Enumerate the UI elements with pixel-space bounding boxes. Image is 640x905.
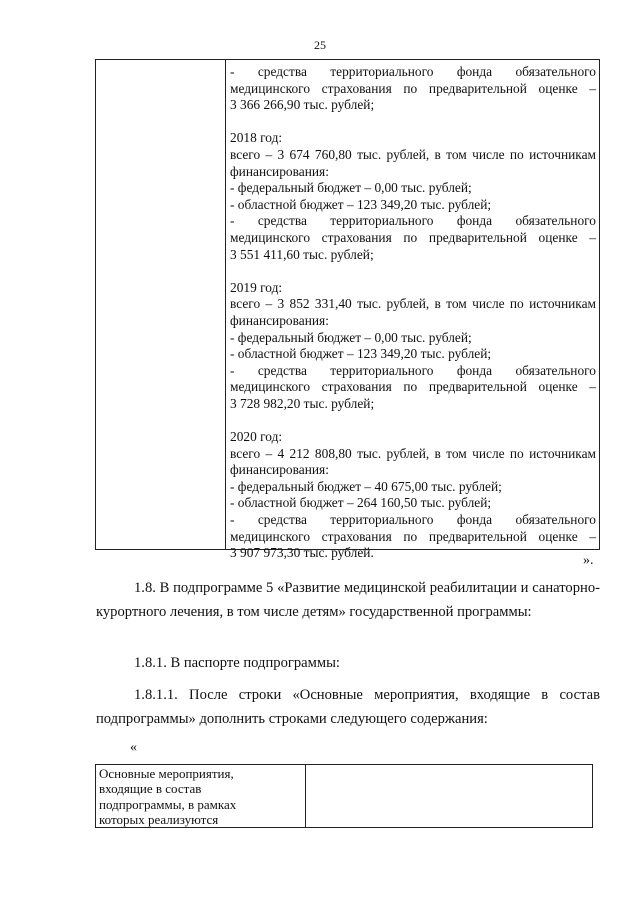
text-line: финансирования:: [230, 462, 329, 478]
text-line: - федеральный бюджет – 0,00 тыс. рублей;: [230, 329, 472, 345]
text-line: медицинского страхования по предварительной оценке –: [230, 229, 596, 245]
text-line: 3 907 973,30 тыс. рублей.: [230, 545, 374, 561]
text-line: - средства территориального фонда обязательного: [230, 64, 596, 79]
text-line: - средства территориального фонда обязательного: [230, 362, 596, 378]
paragraph-1-8-1: 1.8.1. В паспорте подпрограммы:: [134, 655, 340, 671]
table-column-divider: [305, 765, 306, 827]
funding-table: [95, 59, 600, 561]
year-heading: 2020 год:: [230, 429, 283, 445]
year-heading: 2018 год:: [230, 130, 283, 146]
text-line: всего – 4 212 808,80 тыс. рублей, в том числе по источникам: [230, 445, 596, 461]
text-line: 3 728 982,20 тыс. рублей;: [230, 395, 375, 411]
text-line: - федеральный бюджет – 0,00 тыс. рублей;: [230, 180, 472, 196]
funding-table-right-cell: [230, 64, 596, 562]
page-number: 25: [314, 38, 326, 52]
table-column-divider: [225, 60, 226, 549]
text-line: всего – 3 852 331,40 тыс. рублей, в том числе по источникам: [230, 296, 596, 312]
funding-block-2017-tail: [230, 64, 596, 114]
activities-table-left-cell: [99, 766, 304, 828]
text-line: медицинского страхования по предварительной оценке –: [230, 80, 596, 96]
closing-quote: ».: [583, 553, 594, 568]
funding-block-2018: [230, 130, 596, 263]
paragraph-1-8-1-1: 1.8.1.1. После строки «Основные мероприятия, входящие в состав подпрограммы» дополнить строками следующего содержания:: [96, 687, 600, 727]
text-line: 3 551 411,60 тыс. рублей;: [230, 246, 374, 262]
activities-table: [95, 764, 593, 828]
text-line: - средства территориального фонда обязательного: [230, 512, 596, 528]
funding-block-2019: [230, 280, 596, 413]
year-heading: 2019 год:: [230, 279, 283, 295]
text-line: которых реализуются: [99, 812, 219, 828]
paragraph-1-8: 1.8. В подпрограмме 5 «Развитие медицинской реабилитации и санаторно-курортного лечения, в том числе детям» государственной программы:: [96, 580, 600, 620]
text-line: финансирования:: [230, 312, 329, 328]
text-line: - областной бюджет – 264 160,50 тыс. рублей;: [230, 495, 492, 511]
text-line: всего – 3 674 760,80 тыс. рублей, в том числе по источникам: [230, 146, 596, 162]
text-line: - федеральный бюджет – 40 675,00 тыс. рублей;: [230, 478, 502, 494]
text-line: медицинского страхования по предварительной оценке –: [230, 528, 596, 544]
text-line: - областной бюджет – 123 349,20 тыс. рублей;: [230, 196, 492, 212]
text-line: - средства территориального фонда обязательного: [230, 213, 596, 229]
text-line: финансирования:: [230, 163, 329, 179]
text-line: входящие в состав: [99, 781, 202, 797]
text-line: - областной бюджет – 123 349,20 тыс. рублей;: [230, 346, 492, 362]
opening-quote: «: [130, 740, 137, 755]
text-line: Основные мероприятия,: [99, 766, 234, 781]
text-line: 3 366 266,90 тыс. рублей;: [230, 97, 375, 113]
text-line: медицинского страхования по предварительной оценке –: [230, 379, 596, 395]
funding-block-2020: [230, 429, 596, 562]
text-line: подпрограммы, в рамках: [99, 796, 237, 812]
